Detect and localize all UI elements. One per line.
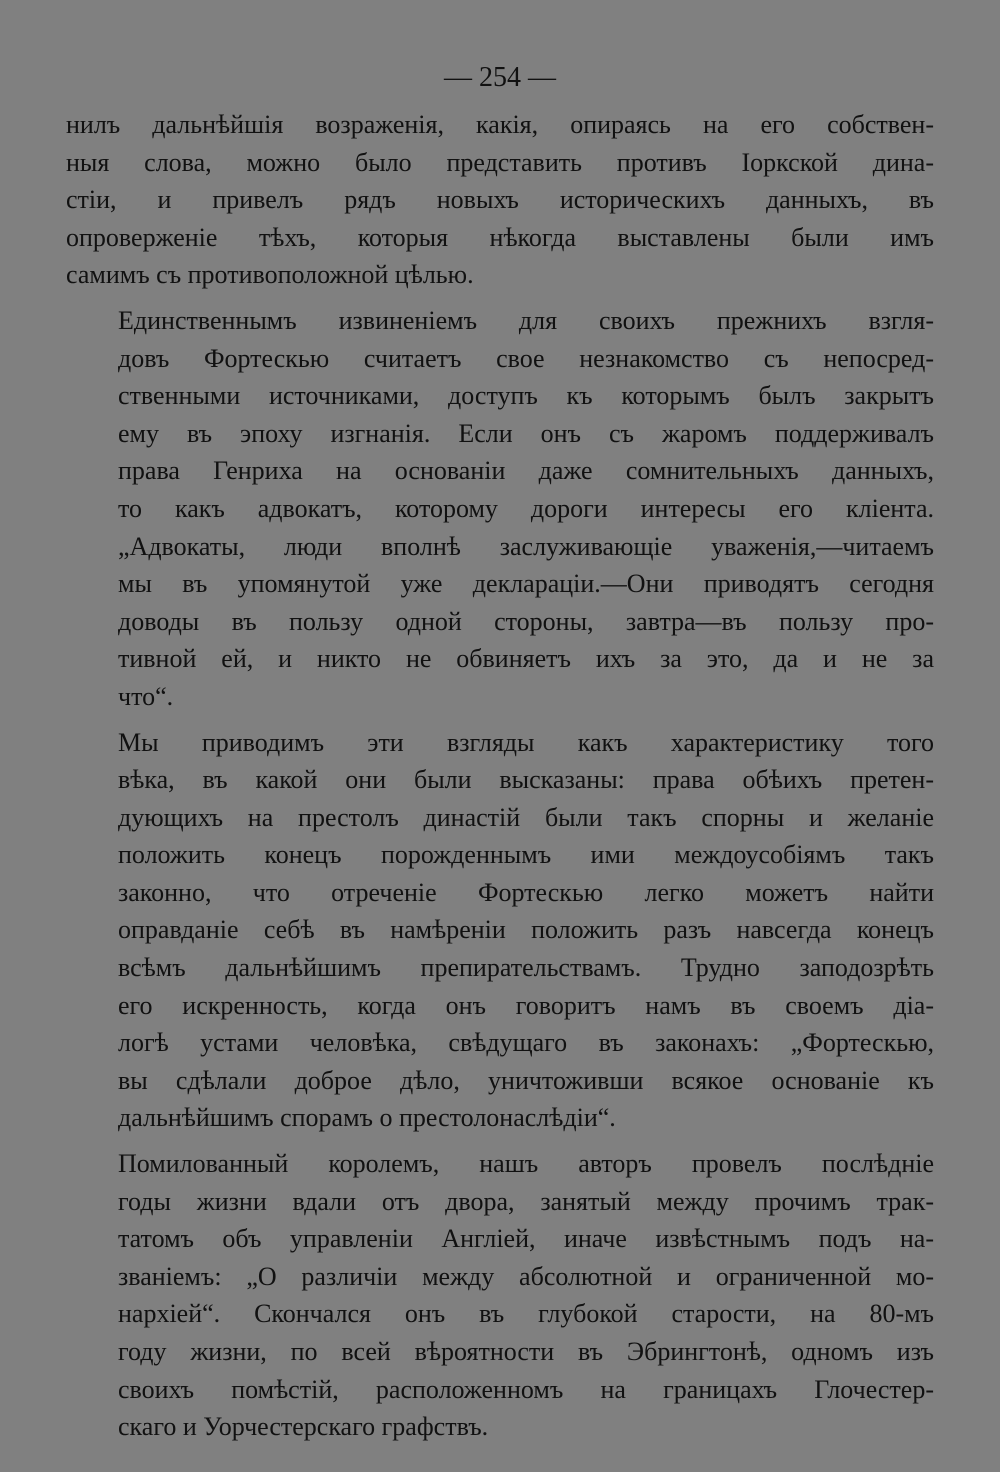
text-line: самимъ съ противоположной цѣлью. xyxy=(66,260,474,290)
text-line: Единственнымъ извиненіемъ для своихъ прежнихъ взгля- xyxy=(118,305,934,335)
text-line: логѣ устами человѣка, свѣдущаго въ законахъ: „Фортескью, xyxy=(118,1028,934,1058)
paragraph xyxy=(66,106,934,294)
text-line: его искренность, когда онъ говоритъ намъ въ своемъ діа- xyxy=(118,990,934,1020)
text-line: нилъ дальнѣйшія возраженія, какія, опираясь на его собствен- xyxy=(66,110,934,139)
text-line: положить конецъ порожденнымъ ими междоусобіямъ такъ xyxy=(118,840,934,870)
text-line: „Адвокаты, люди вполнѣ заслуживающіе уваженія,—читаемъ xyxy=(118,531,934,561)
text-line: довъ Фортескью считаетъ свое незнакомство съ непосред- xyxy=(118,343,934,373)
text-line: дальнѣйшимъ спорамъ о престолонаслѣдіи“. xyxy=(118,1103,616,1133)
text-line: званіемъ: „О различіи между абсолютной и ограниченной мо- xyxy=(118,1261,934,1291)
text-line: вѣка, въ какой они были высказаны: права обѣихъ претен- xyxy=(118,765,934,795)
page-number: — 254 — xyxy=(444,62,556,93)
text-line: права Генриха на основаніи даже сомнительныхъ данныхъ, xyxy=(118,456,934,486)
text-line: скаго и Уорчестерскаго графствъ. xyxy=(118,1412,489,1442)
text-line: дующихъ на престолъ династій были такъ спорны и желаніе xyxy=(118,802,934,832)
text-line: своихъ помѣстій, расположенномъ на границахъ Глочестер- xyxy=(118,1374,934,1404)
text-line: законно, что отреченіе Фортескью легко можетъ найти xyxy=(118,877,934,907)
text-line: всѣмъ дальнѣйшимъ препирательствамъ. Трудно заподозрѣть xyxy=(118,953,934,983)
paragraph xyxy=(66,302,934,716)
text-line: тивной ей, и никто не обвиняетъ ихъ за это, да и не за xyxy=(118,644,934,674)
text-line: то какъ адвокатъ, которому дороги интересы его кліента. xyxy=(118,493,934,523)
text-line: опроверженіе тѣхъ, которыя нѣкогда выставлены были имъ xyxy=(66,222,934,252)
text-line: ему въ эпоху изгнанія. Если онъ съ жаромъ поддерживалъ xyxy=(118,418,934,448)
text-line: Помилованный королемъ, нашъ авторъ провелъ послѣдніе xyxy=(118,1149,934,1179)
paragraph xyxy=(66,1145,934,1446)
text-line: стіи, и привелъ рядъ новыхъ историческихъ данныхъ, въ xyxy=(66,185,934,215)
text-line: ныя слова, можно было представить противъ Іоркской дина- xyxy=(66,147,934,177)
page-body xyxy=(66,106,934,1446)
text-line: татомъ объ управленіи Англіей, иначе извѣстнымъ подъ на- xyxy=(118,1224,934,1254)
text-line: годы жизни вдали отъ двора, занятый между прочимъ трак- xyxy=(118,1186,934,1216)
text-line: нархіей“. Скончался онъ въ глубокой старости, на 80-мъ xyxy=(118,1299,934,1329)
text-line: году жизни, по всей вѣроятности въ Эбрингтонѣ, одномъ изъ xyxy=(118,1337,934,1366)
text-line: ственными источниками, доступъ къ которымъ былъ закрытъ xyxy=(118,381,934,411)
text-line: мы въ упомянутой уже деклараціи.—Они приводятъ сегодня xyxy=(118,569,934,599)
text-line: вы сдѣлали доброе дѣло, уничтоживши всякое основаніе къ xyxy=(118,1065,934,1095)
book-page xyxy=(66,58,934,1458)
text-line: что“. xyxy=(118,681,174,711)
text-line: оправданіе себѣ въ намѣреніи положить разъ навсегда конецъ xyxy=(118,915,934,945)
text-line: доводы въ пользу одной стороны, завтра—въ пользу про- xyxy=(118,606,934,636)
text-line: Мы приводимъ эти взгляды какъ характеристику того xyxy=(118,727,934,757)
paragraph xyxy=(66,724,934,1138)
